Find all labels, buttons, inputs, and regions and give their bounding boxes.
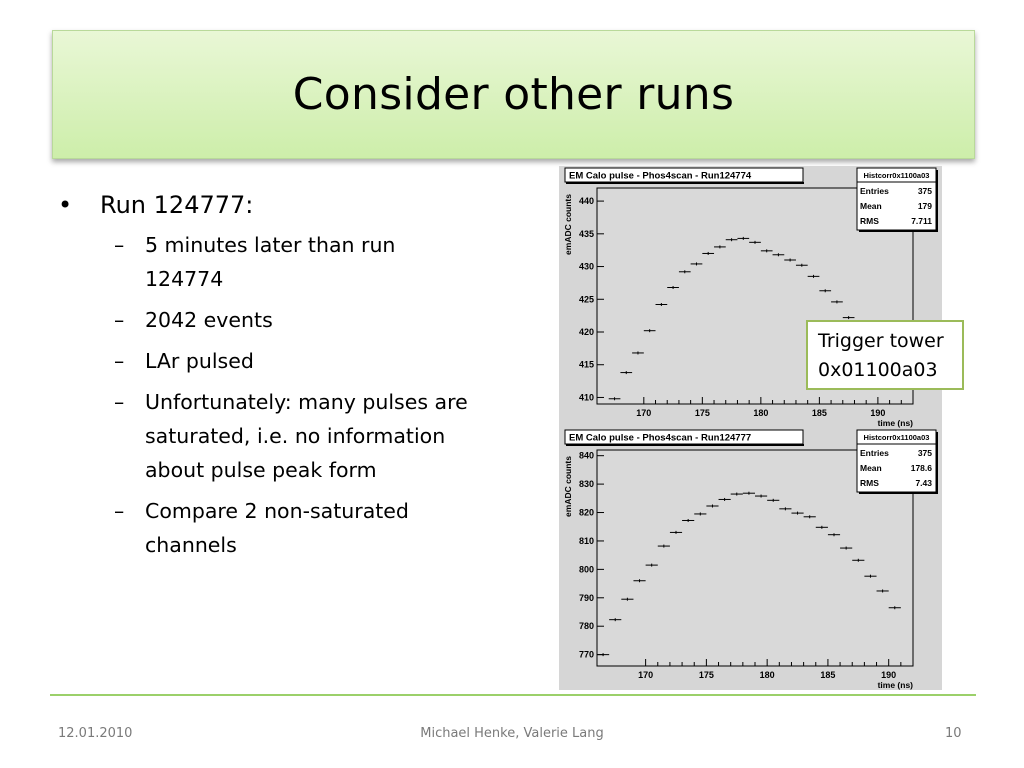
y-axis-label: emADC counts (563, 456, 573, 517)
x-tick-label: 170 (636, 408, 652, 418)
y-tick-label: 425 (578, 294, 594, 305)
x-tick-label: 190 (870, 408, 886, 418)
footer-page-number: 10 (945, 726, 962, 741)
y-axis-label: emADC counts (563, 194, 573, 255)
y-tick-label: 790 (578, 592, 594, 603)
stats-value: 7.711 (911, 216, 932, 226)
stats-key: Mean (860, 201, 882, 211)
subbullet-item (114, 494, 518, 562)
title-banner (52, 30, 975, 159)
stats-key: Mean (860, 463, 882, 473)
footer-divider (50, 694, 976, 696)
y-tick-label: 410 (578, 392, 594, 403)
subbullet-text: Unfortunately: many pulses are saturated, i.e. no information about pulse peak form (145, 390, 468, 482)
y-tick-label: 840 (578, 450, 594, 461)
slide-title: Consider other runs (292, 69, 735, 120)
x-tick-label: 190 (881, 670, 897, 680)
chart-title: EM Calo pulse - Phos4scan - Run124774 (569, 170, 752, 182)
y-tick-label: 420 (578, 327, 594, 337)
dash-icon: – (114, 308, 125, 332)
y-tick-label: 440 (578, 196, 594, 207)
y-tick-label: 430 (578, 261, 594, 272)
pulse-plot-run124777 (559, 428, 942, 690)
stats-value: 375 (917, 186, 932, 196)
y-tick-label: 820 (578, 507, 594, 518)
dash-icon: – (114, 233, 125, 257)
trigger-tower-callout (806, 320, 964, 390)
dash-icon: – (114, 390, 125, 414)
x-axis-label: time (ns) (877, 418, 913, 428)
stats-key: RMS (860, 478, 879, 488)
bullet-list (58, 188, 518, 569)
x-tick-label: 180 (753, 408, 769, 418)
chart-title: EM Calo pulse - Phos4scan - Run124777 (569, 432, 752, 444)
stats-value: 7.43 (915, 478, 932, 488)
x-tick-label: 170 (638, 670, 654, 680)
chart-title-box (565, 168, 804, 183)
bullet-run (58, 188, 518, 222)
stats-key: Entries (860, 448, 889, 458)
y-tick-label: 415 (578, 359, 594, 370)
stats-key: RMS (860, 216, 879, 226)
footer-authors: Michael Henke, Valerie Lang (420, 726, 604, 741)
stats-name: Histcorr0x1100a03 (863, 171, 930, 180)
y-tick-label: 800 (578, 564, 594, 575)
stats-box (857, 168, 938, 232)
stats-value: 375 (917, 448, 932, 458)
dash-icon: – (114, 349, 125, 373)
subbullet-item (114, 385, 518, 487)
subbullet-list (114, 228, 518, 562)
x-axis-label: time (ns) (877, 680, 913, 690)
x-tick-label: 180 (759, 670, 775, 680)
x-tick-label: 185 (811, 408, 827, 418)
subbullet-item (114, 303, 518, 337)
stats-name: Histcorr0x1100a03 (863, 433, 930, 442)
subbullet-item (114, 228, 518, 296)
callout-line-2: 0x01100a03 (818, 359, 938, 381)
y-tick-label: 830 (578, 479, 594, 490)
subbullet-text: Compare 2 non-saturated channels (145, 499, 409, 557)
subbullet-text: 2042 events (145, 308, 273, 332)
stats-value: 178.6 (910, 463, 932, 473)
chart-title-box (565, 430, 804, 445)
y-tick-label: 435 (578, 228, 594, 239)
subbullet-item (114, 344, 518, 378)
x-tick-label: 175 (698, 670, 714, 680)
footer-date: 12.01.2010 (58, 726, 133, 741)
stats-box (857, 430, 938, 494)
bullet-run-label: Run 124777: (100, 191, 254, 219)
dash-icon: – (114, 499, 125, 523)
subbullet-text: 5 minutes later than run 124774 (145, 233, 396, 291)
subbullet-text: LAr pulsed (145, 349, 254, 373)
stats-key: Entries (860, 186, 889, 196)
y-tick-label: 780 (578, 621, 594, 632)
y-tick-label: 770 (578, 649, 594, 660)
x-tick-label: 185 (820, 670, 836, 680)
chart-svg (559, 428, 942, 690)
bullet-dot-icon: • (58, 191, 73, 219)
y-tick-label: 810 (578, 535, 594, 546)
x-tick-label: 175 (694, 408, 710, 418)
stats-value: 179 (917, 201, 932, 211)
callout-line-1: Trigger tower (818, 330, 944, 352)
